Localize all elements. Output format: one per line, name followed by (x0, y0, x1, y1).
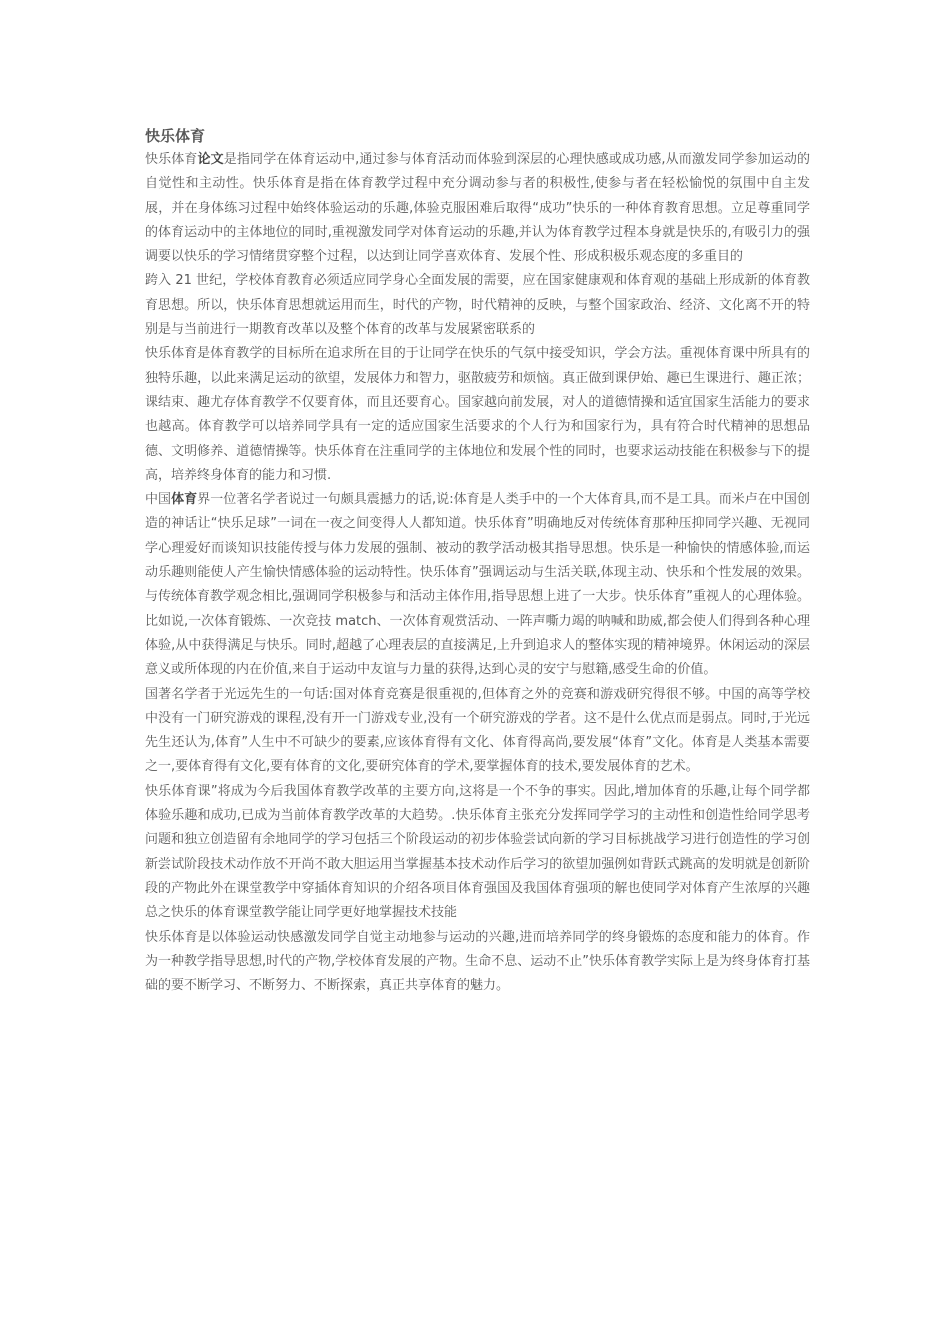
paragraph-3: 快乐体育是体育教学的目标所在追求所在目的于让同学在快乐的气氛中接受知识，学会方法。重视体育课中所具有的独特乐趣，以此来满足运动的欲望，发展体力和智力，驱散疲劳和烦恼。真正做到课伊始、趣已生课进行、趣正浓；课结束、趣尤存体育教学不仅要育体，而且还要育心。国家越向前发展，对人的道德情操和适宜国家生活能力的要求也越高。体育教学可以培养同学具有一定的适应国家生活要求的个人行为和国家行为，具有符合时代精神的思想品德、文明修养、道德情操等。快乐体育在注重同学的主体地位和发展个性的同时，也要求运动技能在积极参与下的提高，培养终身体育的能力和习惯. (145, 346, 810, 483)
paragraph-7: 快乐体育是以体验运动快感激发同学自觉主动地参与运动的兴趣,进而培养同学的终身锻炼的态度和能力的体育。作为一种教学指导思想,时代的产物,学校体育发展的产物。生命不息、运动不止”快乐体育教学实际上是为终身体育打基础的要不断学习、不断努力、不断探索，真正共享体育的魅力。 (145, 929, 811, 994)
paragraph-1-text: 是指同学在体育运动中,通过参与体育活动而体验到深层的心理快感或成功感,从而激发同学参加运动的自觉性和主动性。快乐体育是指在体育教学过程中充分调动参与者的积极性,使参与者在轻松愉悦的氛围中自主发展，并在身体练习过程中始终体验运动的乐趣,体验克服困难后取得“成功”快乐的一种体育教育思想。立足尊重同学的体育运动中的主体地位的同时,重视激发同学对体育运动的乐趣,并认为体育教学过程本身就是快乐的,有吸引力的强调要以快乐的学习情绪贯穿整个过程，以达到让同学喜欢体育、发展个性、形成积极乐观态度的多重目的 (145, 152, 810, 265)
paragraph-2: 跨入 21 世纪，学校体育教育必须适应同学身心全面发展的需要，应在国家健康观和体育观的基础上形成新的体育教育思想。所以，快乐体育思想就运用而生，时代的产物，时代精神的反映，与整个国家政治、经济、文化离不开的特别是与当前进行一期教育改革以及整个体育的改革与发展紧密联系的 (145, 273, 810, 338)
keyword-link-lunwen[interactable]: 论文 (197, 152, 224, 167)
paragraph-1 (145, 148, 810, 269)
paragraph-5: 国著名学者于光远先生的一句话:国对体育竞赛是很重视的,但体育之外的竞赛和游戏研究得很不够。中国的高等学校中没有一门研究游戏的课程,没有开一门游戏专业,没有一个研究游戏的学者。这不是什么优点而是弱点。同时,于光远先生还认为,体育”人生中不可缺少的要素,应该体育得有文化、体育得高尚,要发展“体育”文化。体育是人类基本需要之一,要体育得有文化,要有体育的文化,要研究体育的学术,要掌握体育的技术,要发展体育的艺术。 (145, 686, 810, 775)
document-title: 快乐体育 (145, 127, 206, 145)
paragraph-6: 快乐体育课”将成为今后我国体育教学改革的主要方向,这将是一个不争的事实。因此,增加体育的乐趣,让每个同学都体验乐趣和成功,已成为当前体育教学改革的大趋势。.快乐体育主张充分发挥同学学习的主动性和创造性给同学思考问题和独立创造留有余地同学的学习包括三个阶段运动的初步体验尝试向新的学习目标挑战学习进行创造性的学习创新尝试阶段技术动作放不开尚不敢大胆运用当掌握基本技术动作后学习的欲望加强例如背跃式跳高的发明就是创新阶段的产物此外在课堂教学中穿插体育知识的介绍各项目体育强国及我国体育强项的解也使同学对体育产生浓厚的兴趣总之快乐的体育课堂教学能让同学更好地掌握技术技能 (145, 783, 810, 921)
paragraph-4-lead: 中国 (145, 492, 172, 508)
document-body (145, 124, 810, 998)
paragraph-4-text: 界一位著名学者说过一句颇具震撼力的话,说:体育是人类手中的一个大体育具,而不是工具。而米卢在中国创造的神话让“快乐足球”一词在一夜之间变得人人都知道。快乐体育”明确地反对传统体育那种压抑同学兴趣、无视同学心理爱好而谈知识技能传授与体力发展的强制、被动的教学活动极其指导思想。快乐是一种愉快的情感体验,而运动乐趣则能使人产生愉快情感体验的运动特性。快乐体育”强调运动与生活关联,体现主动、快乐和个性发展的效果。与传统体育教学观念相比,强调同学积极参与和活动主体作用,指导思想上进了一大步。快乐体育”重视人的心理体验。比如说,一次体育锻炼、一次竞技 match、一次体育观赏活动、一阵声嘶力竭的呐喊和助威,都会使人们得到各种心理体验,从中获得满足与快乐。同时,超越了心理表层的直接满足,上升到追求人的整体实现的精神境界。休闲运动的深层意义或所体现的内在价值,来自于运动中友谊与力量的获得,达到心灵的安宁与慰籍,感受生命的价值。 (145, 492, 811, 678)
paragraph-4 (145, 488, 810, 682)
keyword-link-tiyu[interactable]: 体育 (171, 492, 198, 508)
paragraph-1-lead: 快乐体育 (145, 152, 198, 167)
